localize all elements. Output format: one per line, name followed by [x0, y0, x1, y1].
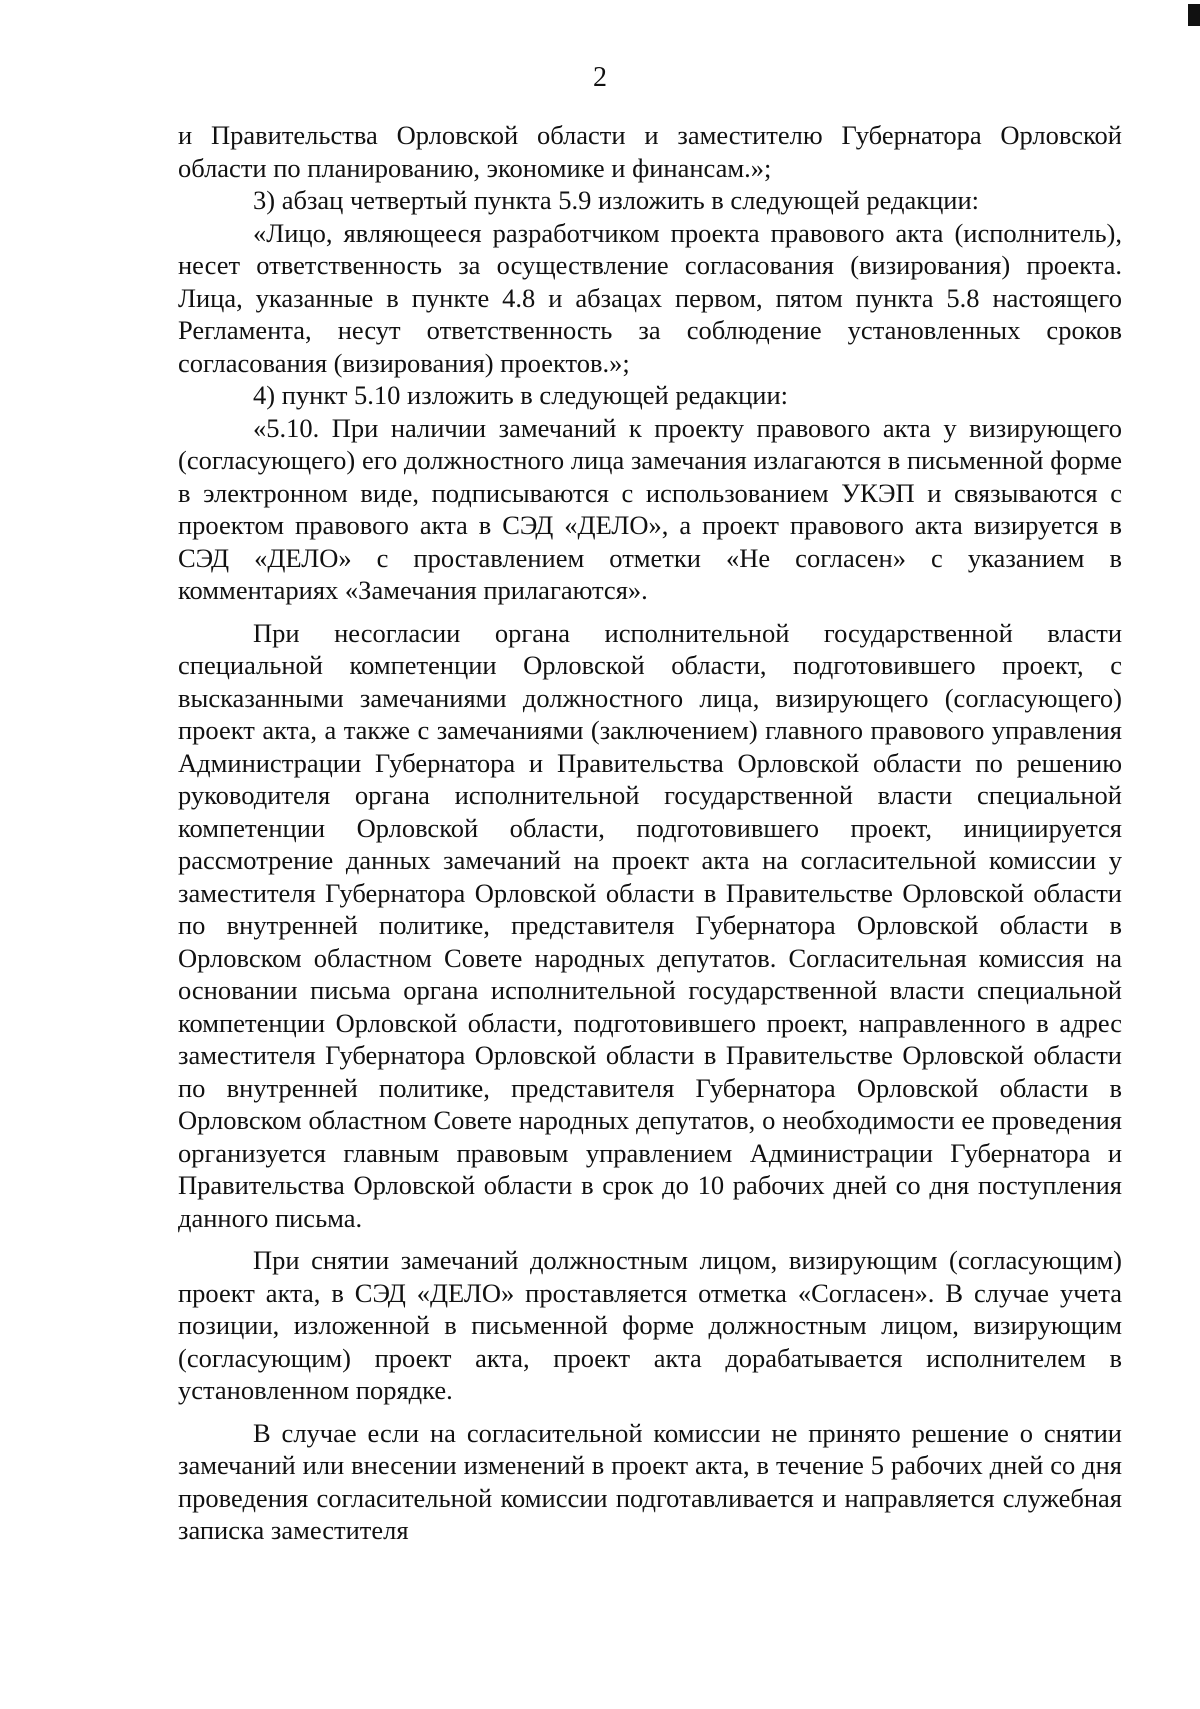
paragraph: При снятии замечаний должностным лицом, визирующим (согласующим) проект акта, в СЭД «ДЕЛО» проставляется отметка «Согласен». В случае учета позиции, изложенной в письменной форме должностным лицом, визирующим (согласующим) проект акта, проект акта дорабатывается исполнителем в установленном порядке.	[178, 1245, 1122, 1405]
paragraph: «Лицо, являющееся разработчиком проекта правового акта (исполнитель), несет ответственность за осуществление согласования (визирования) проекта. Лица, указанные в пункте 4.8 и абзацах первом, пятом пункта 5.8 настоящего Регламента, несут ответственность за соблюдение установленных сроков согласования (визирования) проектов.»;	[178, 217, 1122, 378]
paragraph: 3) абзац четвертый пункта 5.9 изложить в следующей редакции:	[253, 185, 980, 215]
scan-corner-mark	[1188, 4, 1200, 26]
paragraph: и Правительства Орловской области и заместителю Губернатора Орловской области по планированию, экономике и финансам.»;	[178, 120, 1122, 183]
paragraph: 4) пункт 5.10 изложить в следующей редакции:	[253, 380, 789, 410]
document-body	[178, 119, 1122, 1547]
paragraph: При несогласии органа исполнительной государственной власти специальной компетенции Орловской области, подготовившего проект, с высказанными замечаниями должностного лица, визирующего (согласующего) проект акта, а также с замечаниями (заключением) главного правового управления Администрации Губернатора и Правительства Орловской области по решению руководителя органа исполнительной государственной власти специальной компетенции Орловской области, подготовившего проект, инициируется рассмотрение данных замечаний на проект акта на согласительной комиссии у заместителя Губернатора Орловской области в Правительстве Орловской области по внутренней политике, представителя Губернатора Орловской области в Орловском областном Совете народных депутатов. Согласительная комиссия на основании письма органа исполнительной государственной власти специальной компетенции Орловской области, подготовившего проект, направленного в адрес заместителя Губернатора Орловской области в Правительстве Орловской области по внутренней политике, представителя Губернатора Орловской области в Орловском областном Совете народных депутатов, о необходимости ее проведения организуется главным правовым управлением Администрации Губернатора и Правительства Орловской области в срок до 10 рабочих дней со дня поступления данного письма.	[178, 617, 1122, 1233]
page-number: 2	[593, 62, 607, 93]
paragraph: «5.10. При наличии замечаний к проекту правового акта у визирующего (согласующего) его должностного лица замечания излагаются в письменной форме в электронном виде, подписываются с использованием УКЭП и связываются с проектом правового акта в СЭД «ДЕЛО», а проект правового акта визируется в СЭД «ДЕЛО» с проставлением отметки «Не согласен» с указанием в комментариях «Замечания прилагаются».	[178, 412, 1122, 605]
paragraph: В случае если на согласительной комиссии не принято решение о снятии замечаний или внесении изменений в проект акта, в течение 5 рабочих дней со дня проведения согласительной комиссии подготавливается и направляется служебная записка заместителя	[178, 1417, 1122, 1545]
